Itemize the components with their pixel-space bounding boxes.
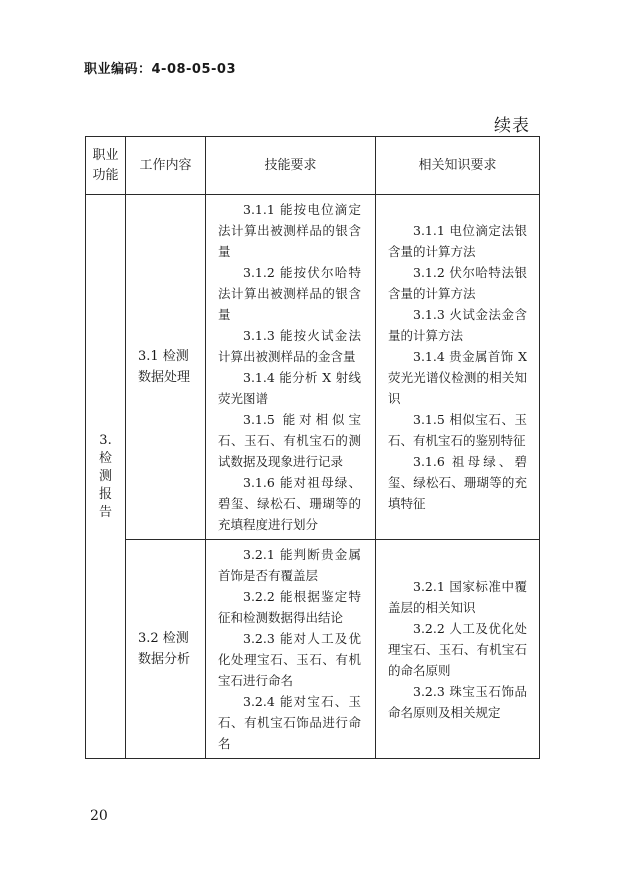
- function-char: 告: [98, 504, 112, 520]
- knowledge-item: 3.2.1 国家标准中覆盖层的相关知识: [388, 578, 527, 615]
- knowledge-item: 3.1.5 相似宝石、玉石、有机宝石的鉴别特征: [388, 412, 527, 448]
- function-char: 检: [98, 450, 112, 466]
- skill-item: 3.1.5 能对相似宝石、玉石、有机宝石的测试数据及现象进行记录: [218, 412, 361, 469]
- skill-item: 3.1.1 能按电位滴定法计算出被测样品的银含量: [218, 202, 361, 259]
- work-content-cell: 3.1 检测数据处理: [126, 195, 206, 540]
- continued-label: 续表: [494, 116, 530, 136]
- skill-item: 3.2.4 能对宝石、玉石、有机宝石饰品进行命名: [218, 694, 361, 751]
- skill-item: 3.1.4 能分析 X 射线荧光图谱: [218, 370, 361, 406]
- header-skill-requirements: 技能要求: [206, 137, 376, 195]
- function-char: 3.: [99, 432, 112, 448]
- page-number: 20: [90, 808, 108, 824]
- knowledge-cell: [376, 540, 540, 759]
- skills-table: [85, 136, 540, 759]
- skill-item: 3.1.6 能对祖母绿、碧玺、绿松石、珊瑚等的充填程度进行划分: [218, 475, 361, 532]
- skill-item: 3.2.2 能根据鉴定特征和检测数据得出结论: [218, 589, 361, 625]
- skill-item: 3.1.2 能按伏尔哈特法计算出被测样品的银含量: [218, 265, 361, 322]
- function-cell: [86, 195, 126, 759]
- knowledge-item: 3.1.4 贵金属首饰 X 荧光光谱仪检测的相关知识: [388, 349, 527, 406]
- knowledge-item: 3.1.1 电位滴定法银含量的计算方法: [388, 223, 527, 259]
- skills-cell: [206, 540, 376, 759]
- function-char: 报: [98, 486, 112, 502]
- header-work-content: 工作内容: [126, 137, 206, 195]
- work-content-cell: 3.2 检测数据分析: [126, 540, 206, 759]
- knowledge-cell: [376, 195, 540, 540]
- table-row: [86, 540, 540, 759]
- occupation-code: 职业编码：4-08-05-03: [84, 62, 237, 77]
- header-function: 职业功能: [86, 137, 126, 195]
- skill-item: 3.1.3 能按火试金法计算出被测样品的金含量: [218, 328, 361, 364]
- function-char: 测: [98, 468, 112, 484]
- knowledge-item: 3.2.2 人工及优化处理宝石、玉石、有机宝石的命名原则: [388, 620, 527, 678]
- skill-item: 3.2.3 能对人工及优化处理宝石、玉石、有机宝石进行命名: [218, 631, 361, 688]
- knowledge-item: 3.1.6 祖母绿、碧玺、绿松石、珊瑚等的充填特征: [388, 454, 527, 511]
- skills-cell: [206, 195, 376, 540]
- table-row: [86, 195, 540, 540]
- knowledge-item: 3.1.3 火试金法金含量的计算方法: [388, 307, 527, 343]
- header-knowledge-requirements: 相关知识要求: [376, 137, 540, 195]
- knowledge-item: 3.2.3 珠宝玉石饰品命名原则及相关规定: [388, 683, 527, 720]
- skill-item: 3.2.1 能判断贵金属首饰是否有覆盖层: [218, 547, 361, 583]
- knowledge-item: 3.1.2 伏尔哈特法银含量的计算方法: [388, 265, 527, 301]
- table-header-row: [86, 137, 540, 195]
